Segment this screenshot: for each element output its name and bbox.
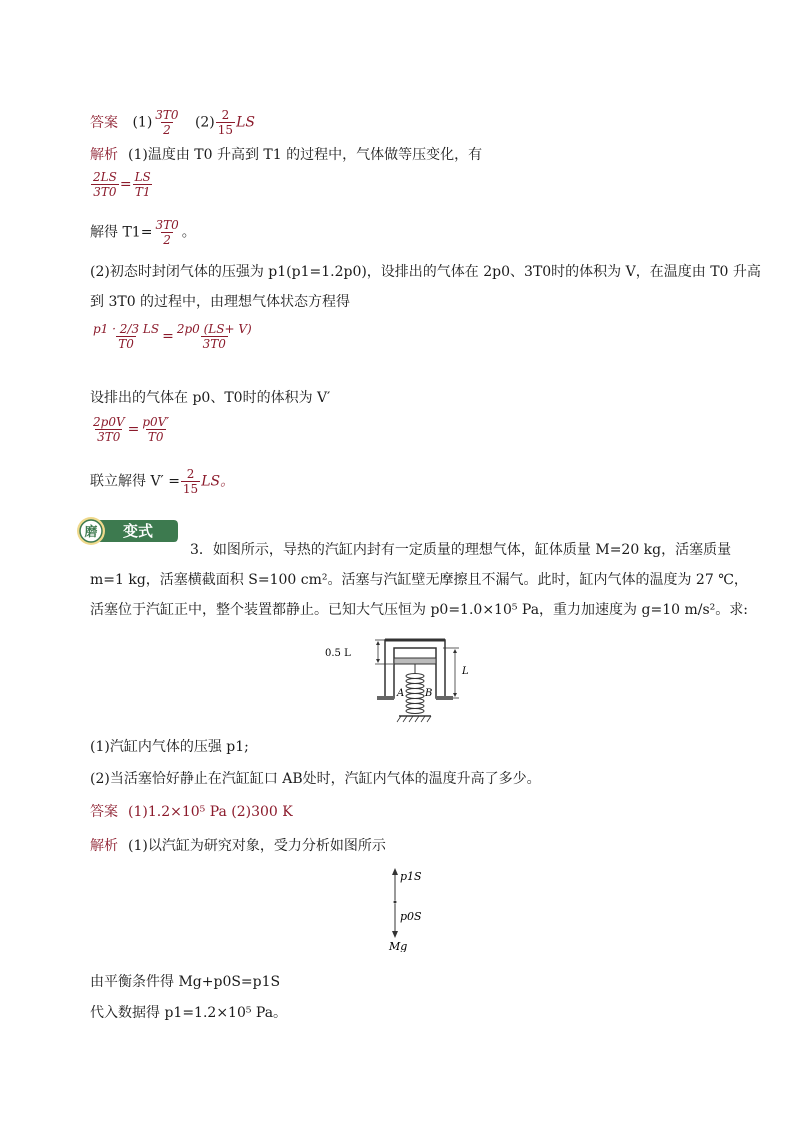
fraction-numerator: 2p0 (LS+ V) [176,322,252,336]
fraction-numerator: 3T0 [155,108,179,122]
equation-1-right [133,170,153,199]
fraction-denominator: T1 [134,185,151,199]
problem-line-2: m=1 kg，活塞横截面积 S=100 cm²。活塞与汽缸壁无摩擦且不漏气。此时，缸内气体的温度为 27 ℃， [90,572,748,588]
label-mg: Mg [389,940,408,952]
fraction-denominator: 2 [163,123,171,137]
fraction-numerator: LS [134,170,151,184]
cylinder-figure [325,634,485,726]
label-b: B [425,688,433,699]
fraction-numerator: 2p0V [93,415,125,429]
fraction-denominator: 3T0 [93,185,117,199]
fraction-numerator: 3T0 [155,218,179,232]
analysis-label: 解析 [90,838,118,854]
problem-line-3: 活塞位于汽缸正中，整个装置都静止。已知大气压恒为 p0=1.0×10⁵ Pa，重力加速度为 g=10 m/s²。求: [90,602,748,618]
equation-2: $\frac{p1 \cdot 2/3 LS}{T0}$ = $\frac{2p0 (LS+ V)}{3T0}$ [93,322,252,351]
fraction-denominator: 2 [163,233,171,247]
badge-text: 变式 [122,522,154,540]
badge-icon-char: 磨 [84,525,98,540]
analysis-text: (1)温度由 T0 升高到 T1 的过程中，气体做等压变化，有 [128,147,483,163]
label-half-l: 0.5 L [325,648,351,659]
analysis-text: (1)以汽缸为研究对象，受力分析如图所示 [128,838,386,854]
result-suffix: 。 [181,224,196,241]
analysis-line-3: 到 3T0 的过程中，由理想气体状态方程得 [90,294,351,310]
fraction-numerator: p1 · 2/3 LS [93,322,160,336]
force-diagram [380,866,440,952]
arrow-down-icon [392,931,398,938]
fraction-numerator: p0V′ [142,415,170,429]
answer-line-1 [90,108,255,137]
analysis2-line-2: 由平衡条件得 Mg+p0S=p1S [90,974,281,990]
question-1: (1)汽缸内气体的压强 p1; [90,739,249,755]
fraction-denominator: T0 [118,337,134,351]
fraction-numerator: 2 [221,108,230,122]
equation-1-left [91,170,119,199]
equation-2-right [175,322,254,351]
fraction-numerator: 2LS [93,170,117,184]
answer-text: (1)1.2×10⁵ Pa (2)300 K [128,804,293,820]
arrow-up-icon [392,868,398,875]
fraction-denominator: 3T0 [97,430,121,444]
question-2: (2)当活塞恰好静止在汽缸缸口 AB处时，汽缸内气体的温度升高了多少。 [90,771,541,787]
equation-3: $\frac{2p0V}{3T0}$ = $\frac{p0V'}{T0}$ [93,415,170,444]
label-l: L [462,666,469,677]
answer-part2-suffix: LS [236,114,255,131]
answer-label: 答案 [90,114,118,131]
analysis-label: 解析 [90,147,118,163]
answer-line-2 [90,802,293,822]
fraction-denominator: T0 [147,430,164,444]
fraction-denominator: 15 [217,123,234,137]
answer-part2-fraction [216,108,235,137]
result-1 [90,218,196,247]
analysis-line-1 [90,145,482,165]
variant-badge [76,516,180,546]
result-2-fraction [181,467,200,496]
analysis-line-2: (2)初态时封闭气体的压强为 p1(p1=1.2p0)，设排出的气体在 2p0、3T0时的体积为 V，在温度由 T0 升高 [90,264,761,280]
answer-part1-fraction [153,108,180,137]
equation-3-right [140,415,171,444]
analysis2-line-1 [90,836,386,856]
result-1-fraction [153,218,180,247]
fraction-denominator: 3T0 [202,337,226,351]
answer-part2-prefix: (2) [194,114,215,131]
result-suffix: LS。 [201,473,235,490]
result-prefix: 解得 T1= [90,224,153,241]
label-a: A [397,688,405,699]
equation-1: $\frac{2LS}{3T0}$ = $\frac{LS}{T1}$ [93,170,151,199]
fraction-denominator: 15 [182,482,199,496]
equation-2-left [91,322,161,351]
equation-3-left [91,415,127,444]
label-p1s: p1S [400,870,422,883]
fraction-numerator: 2 [186,467,195,481]
answer-part1-prefix: (1) [132,114,153,131]
answer-label: 答案 [90,804,118,820]
label-p0s: p0S [400,910,422,923]
analysis-line-4: 设排出的气体在 p0、T0时的体积为 V′ [90,390,331,406]
result-prefix: 联立解得 V′ = [90,473,180,490]
problem-line-1: 3．如图所示，导热的汽缸内封有一定质量的理想气体，缸体质量 M=20 kg，活塞质量 [190,542,732,558]
analysis2-line-3: 代入数据得 p1=1.2×10⁵ Pa。 [90,1005,288,1021]
result-2 [90,467,234,496]
